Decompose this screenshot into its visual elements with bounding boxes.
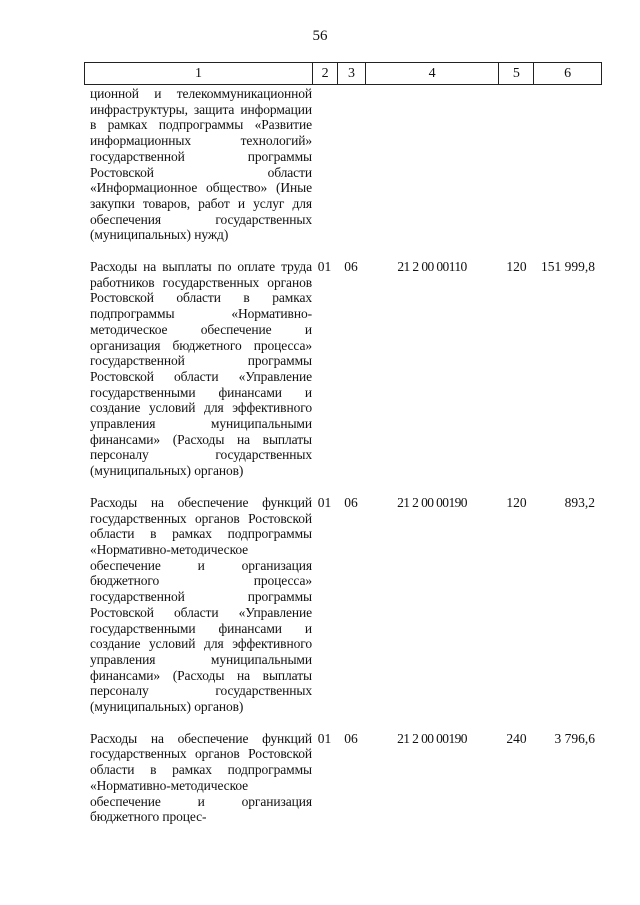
row-section: 01 [317,730,332,746]
table-row [84,259,602,479]
table-header [84,62,602,85]
row-target-code: 21 2 00 00110 [397,259,467,275]
row-section: 01 [317,494,332,510]
row-section: 01 [317,259,332,275]
row-description: ционной и телекоммуникационной инфраструктуры, защита информации в рамках подпрограммы «Развитие информационных технологий» государственной программы Ростовской области «Информационное общество» (Иные закупки товаров, работ и услуг для обеспечения государственных (муниципальных) нужд) [90,86,312,243]
header-col-3: 3 [338,63,366,84]
row-amount [534,86,595,243]
header-col-6: 6 [564,66,572,81]
row-target-code [365,86,499,243]
row-target-code: 21 2 00 00190 [397,730,467,746]
table-body [84,86,602,825]
row-subsection [337,86,365,243]
header-col-2: 2 [313,63,338,84]
row-subsection: 06 [344,730,358,746]
row-expense-type: 120 [506,259,527,275]
row-subsection: 06 [344,259,358,275]
row-expense-type [499,86,534,243]
row-description: Расходы на выплаты по оплате труда работников государственных органов Ростовской области в рамках подпрограммы «Нормативно-методическое обеспечение и организация бюджетного процесса» государственной программы Ростовской области «Управление государственными финансами и создание условий для эффективного управления муниципальными финансами» (Расходы на выплаты персоналу государственных (муниципальных) органов) [90,259,312,479]
row-amount: 151 999,8 [541,259,595,275]
table-row [84,495,602,715]
row-subsection: 06 [344,494,358,510]
page-number: 56 [312,28,328,44]
header-col-5: 5 [499,63,534,84]
row-amount: 893,2 [564,494,595,510]
row-target-code: 21 2 00 00190 [397,494,467,510]
row-expense-type: 120 [506,494,527,510]
row-description: Расходы на обеспечение функций государственных органов Ростовской области в рамках подпрограммы «Нормативно-методическое обеспечение и организация бюджетного процес- [90,730,312,825]
header-col-4: 4 [366,63,499,84]
row-description: Расходы на обеспечение функций государственных органов Ростовской области в рамках подпрограммы «Нормативно-методическое обеспечение и организация бюджетного процесса» государственной программы Ростовской области «Управление государственными финансами и создание условий для эффективного управления муниципальными финансами» (Расходы на выплаты персоналу государственных (муниципальных) органов) [90,494,312,715]
table-row [84,731,602,825]
row-expense-type: 240 [506,730,527,746]
header-col-1: 1 [85,63,313,84]
table-row [84,86,602,243]
row-amount: 3 796,6 [554,730,595,746]
row-section [312,86,337,243]
